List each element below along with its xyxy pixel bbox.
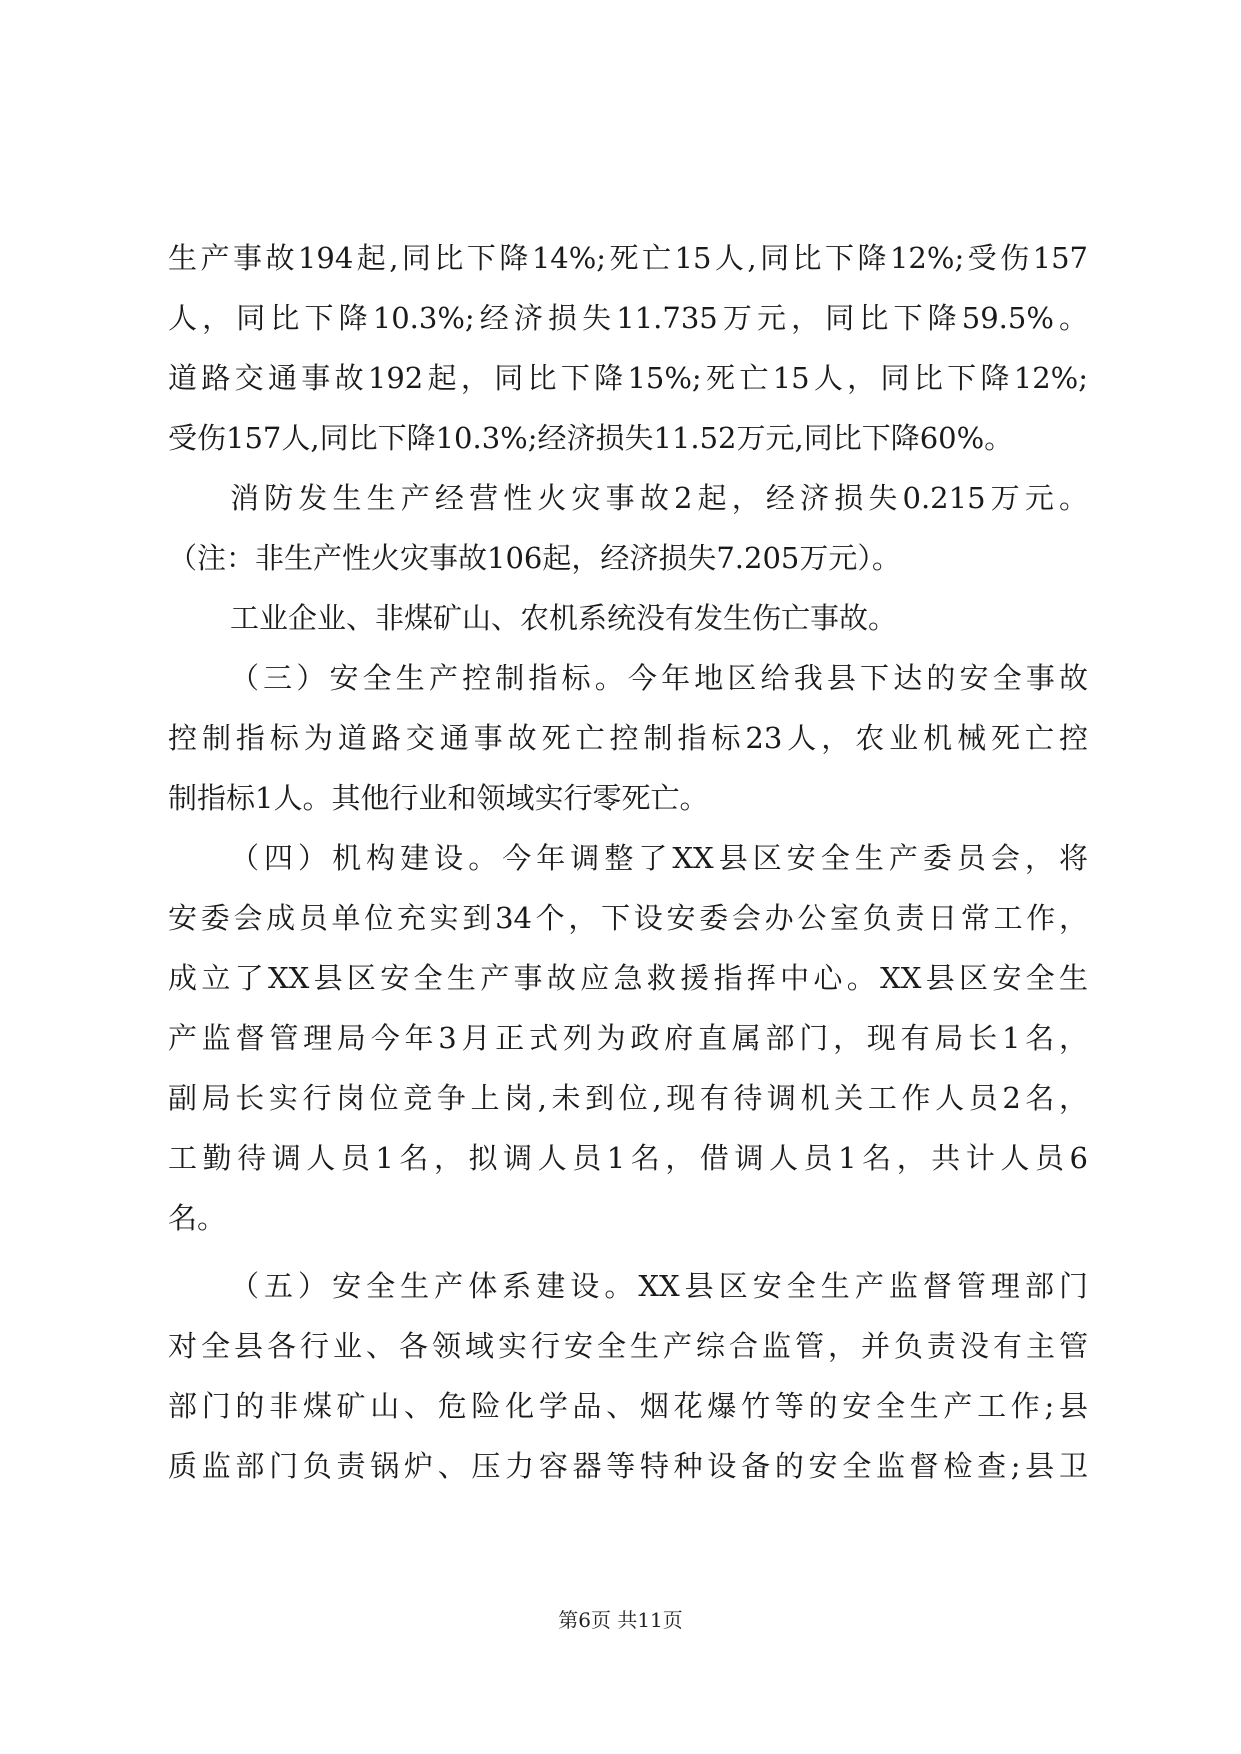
paragraph-heading-line: （四）机构建设。今年调整了XX县区安全生产委员会，将 [230,841,1088,875]
paragraph-gap [168,1248,1088,1256]
text-line: 受伤157人,同比下降10.3%;经济损失11.52万元,同比下降60%。 [168,421,1014,455]
text-line: 工勤待调人员1名，拟调人员1名，借调人员1名，共计人员6 [168,1141,1088,1175]
text-line: 控制指标为道路交通事故死亡控制指标23人，农业机械死亡控 [168,721,1088,755]
text-line: 质监部门负责锅炉、压力容器等特种设备的安全监督检查;县卫 [168,1449,1088,1483]
paragraph-heading-line: （三）安全生产控制指标。今年地区给我县下达的安全事故 [230,661,1088,695]
text-line: 成立了XX县区安全生产事故应急救援指挥中心。XX县区安全生 [168,961,1088,995]
text-line: 产监督管理局今年3月正式列为政府直属部门，现有局长1名， [168,1021,1088,1055]
text-line: （注：非生产性火灾事故106起，经济损失7.205万元）。 [168,541,901,575]
text-line: 部门的非煤矿山、危险化学品、烟花爆竹等的安全生产工作;县 [168,1389,1088,1423]
page-number-footer: 第6页 共11页 [558,1608,683,1632]
document-body [168,228,1088,1496]
text-line: 工业企业、非煤矿山、农机系统没有发生伤亡事故。 [230,601,898,635]
text-line: 道路交通事故192起，同比下降15%;死亡15人，同比下降12%; [168,361,1088,395]
text-line: 人，同比下降10.3%;经济损失11.735万元，同比下降59.5%。 [168,301,1088,335]
text-line: 制指标1人。其他行业和领域实行零死亡。 [168,781,709,815]
text-line: 对全县各行业、各领域实行安全生产综合监管，并负责没有主管 [168,1329,1088,1363]
text-line: 名。 [168,1201,227,1235]
text-line: 消防发生生产经营性火灾事故2起，经济损失0.215万元。 [230,481,1088,515]
paragraph-heading-line: （五）安全生产体系建设。XX县区安全生产监督管理部门 [230,1269,1088,1303]
text-line: 安委会成员单位充实到34个，下设安委会办公室负责日常工作， [168,901,1088,935]
text-line: 生产事故194起,同比下降14%;死亡15人,同比下降12%;受伤157 [168,241,1088,275]
text-line: 副局长实行岗位竞争上岗,未到位,现有待调机关工作人员2名， [168,1081,1088,1115]
